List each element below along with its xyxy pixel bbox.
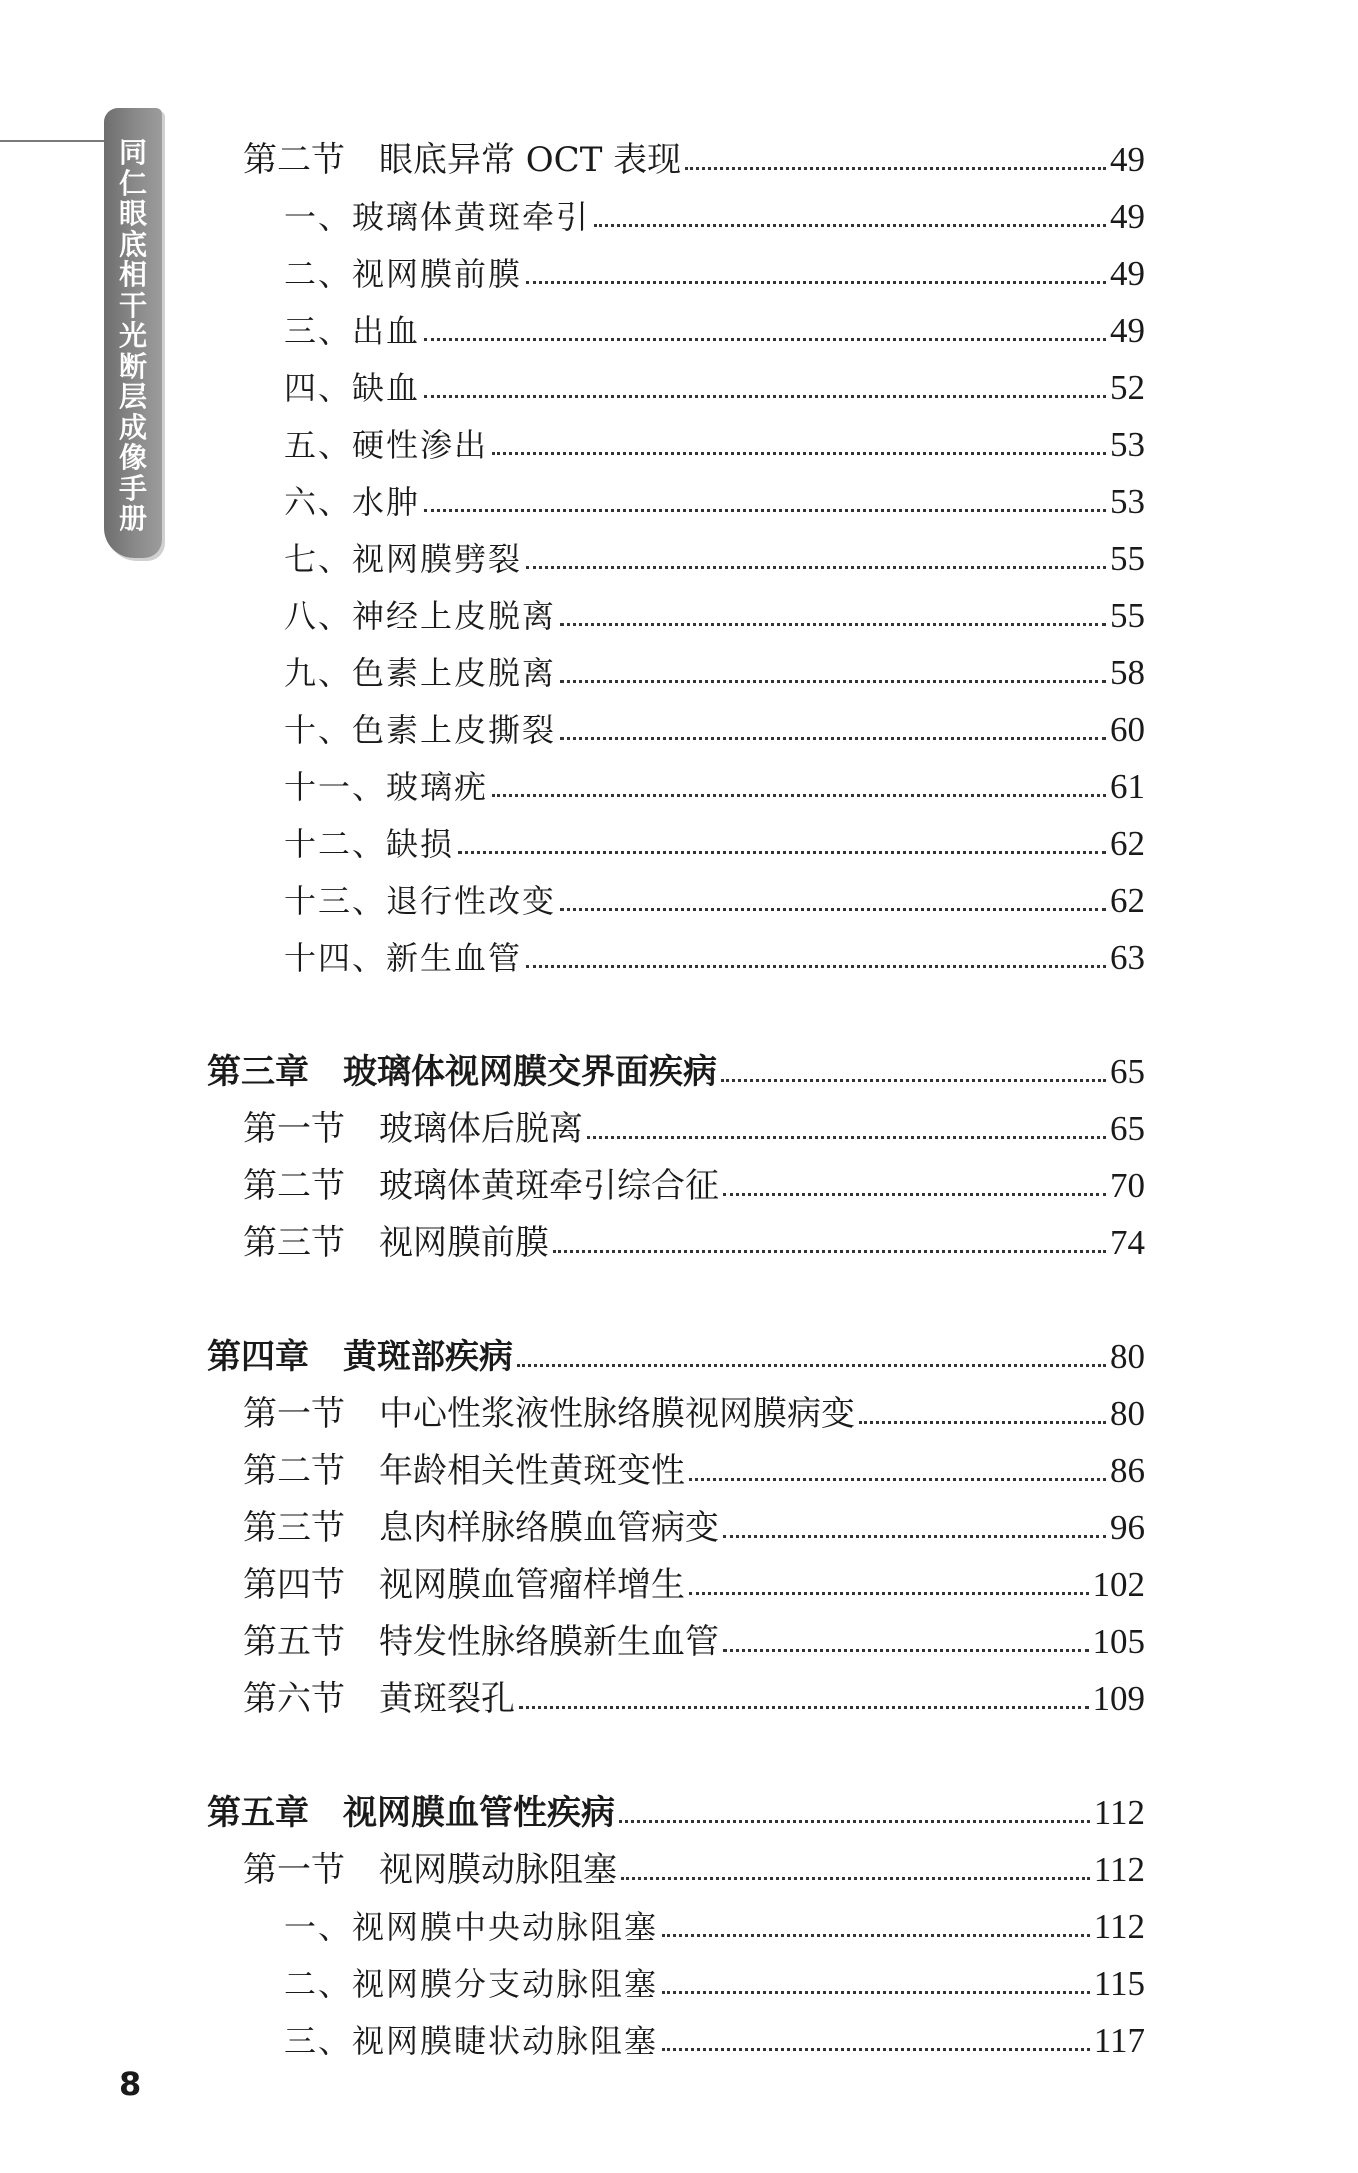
toc-entry-title: 一、玻璃体黄斑牵引 xyxy=(284,198,591,236)
toc-entry-page: 65 xyxy=(1110,1109,1145,1148)
toc-entry-title: 二、视网膜前膜 xyxy=(284,255,523,293)
toc-entry-page: 109 xyxy=(1092,1679,1145,1718)
dot-leader xyxy=(662,1991,1090,1994)
toc-item-row[interactable] xyxy=(284,767,1145,807)
toc-section-row[interactable] xyxy=(243,1451,1145,1491)
toc-entry-page: 53 xyxy=(1110,425,1145,464)
toc-section-row[interactable] xyxy=(243,1679,1145,1719)
toc-item-row[interactable] xyxy=(284,1907,1145,1947)
dot-leader xyxy=(662,2048,1090,2051)
toc-entry-title: 五、硬性渗出 xyxy=(284,426,489,464)
toc-section-row[interactable] xyxy=(243,1850,1145,1890)
dot-leader xyxy=(587,1136,1106,1139)
toc-item-row[interactable] xyxy=(284,368,1145,408)
toc-entry-page: 80 xyxy=(1110,1394,1145,1433)
toc-entry-title: 第一节 玻璃体后脱离 xyxy=(243,1109,583,1149)
toc-chapter-row[interactable] xyxy=(207,1793,1145,1833)
dot-leader xyxy=(424,395,1106,398)
toc-entry-title: 十三、退行性改变 xyxy=(284,882,557,920)
toc-entry-title: 二、视网膜分支动脉阻塞 xyxy=(284,1965,659,2003)
toc-entry-title: 第二节 玻璃体黄斑牵引综合征 xyxy=(243,1166,719,1206)
toc-section-row[interactable] xyxy=(243,1109,1145,1149)
toc-entry-page: 96 xyxy=(1110,1508,1145,1547)
dot-leader xyxy=(526,281,1106,284)
toc-entry-page: 49 xyxy=(1110,140,1145,179)
dot-leader xyxy=(492,794,1106,797)
dot-leader xyxy=(723,1535,1106,1538)
toc-entry-page: 105 xyxy=(1092,1622,1145,1661)
toc-entry-page: 49 xyxy=(1110,254,1145,293)
toc-item-row[interactable] xyxy=(284,938,1145,978)
toc-section-row[interactable] xyxy=(243,1565,1145,1605)
toc-entry-title: 六、水肿 xyxy=(284,483,421,521)
dot-leader xyxy=(424,338,1106,341)
toc-entry-title: 第五节 特发性脉络膜新生血管 xyxy=(243,1622,719,1662)
toc-entry-title: 七、视网膜劈裂 xyxy=(284,540,523,578)
toc-item-row[interactable] xyxy=(284,1964,1145,2004)
toc-entry-title: 第四节 视网膜血管瘤样增生 xyxy=(243,1565,685,1605)
toc-entry-page: 70 xyxy=(1110,1166,1145,1205)
toc-entry-page: 112 xyxy=(1093,1850,1145,1889)
toc-entry-page: 102 xyxy=(1092,1565,1145,1604)
toc-entry-title: 第四章 黄斑部疾病 xyxy=(207,1337,513,1377)
dot-leader xyxy=(560,623,1106,626)
toc-entry-title: 九、色素上皮脱离 xyxy=(284,654,557,692)
toc-item-row[interactable] xyxy=(284,710,1145,750)
toc-entry-page: 49 xyxy=(1110,311,1145,350)
page-number: 8 xyxy=(119,2065,142,2103)
toc-section-row[interactable] xyxy=(243,1394,1145,1434)
toc-entry-title: 十一、玻璃疣 xyxy=(284,768,489,806)
toc-entry-page: 53 xyxy=(1110,482,1145,521)
dot-leader xyxy=(685,167,1106,170)
toc-entry-page: 62 xyxy=(1110,824,1145,863)
toc-entry-title: 十二、缺损 xyxy=(284,825,455,863)
toc-item-row[interactable] xyxy=(284,824,1145,864)
toc-section-row[interactable] xyxy=(243,1508,1145,1548)
toc-section-row[interactable] xyxy=(243,1223,1145,1263)
toc-entry-page: 60 xyxy=(1110,710,1145,749)
dot-leader xyxy=(553,1250,1106,1253)
dot-leader xyxy=(526,965,1106,968)
dot-leader xyxy=(560,680,1106,683)
toc-item-row[interactable] xyxy=(284,881,1145,921)
toc-entry-page: 74 xyxy=(1110,1223,1145,1262)
toc-entry-title: 第二节 眼底异常 OCT 表现 xyxy=(243,140,682,180)
dot-leader xyxy=(689,1478,1106,1481)
toc-entry-page: 55 xyxy=(1110,596,1145,635)
toc-item-row[interactable] xyxy=(284,197,1145,237)
toc-entry-title: 第一节 视网膜动脉阻塞 xyxy=(243,1850,617,1890)
toc-entry-title: 第三节 息肉样脉络膜血管病变 xyxy=(243,1508,719,1548)
toc-entry-title: 第三节 视网膜前膜 xyxy=(243,1223,549,1263)
dot-leader xyxy=(517,1364,1106,1367)
toc-entry-title: 三、出血 xyxy=(284,312,421,350)
dot-leader xyxy=(723,1649,1089,1652)
dot-leader xyxy=(723,1193,1106,1196)
dot-leader xyxy=(560,908,1106,911)
dot-leader xyxy=(492,452,1106,455)
toc-entry-page: 52 xyxy=(1110,368,1145,407)
dot-leader xyxy=(721,1079,1106,1082)
toc-entry-page: 61 xyxy=(1110,767,1145,806)
toc-entry-title: 第五章 视网膜血管性疾病 xyxy=(207,1793,615,1833)
toc-entry-page: 49 xyxy=(1110,197,1145,236)
toc-entry-page: 63 xyxy=(1110,938,1145,977)
dot-leader xyxy=(560,737,1106,740)
toc-entry-title: 第二节 年龄相关性黄斑变性 xyxy=(243,1451,685,1491)
toc-entry-page: 58 xyxy=(1110,653,1145,692)
toc-item-row[interactable] xyxy=(284,311,1145,351)
dot-leader xyxy=(662,1934,1090,1937)
toc-entry-title: 三、视网膜睫状动脉阻塞 xyxy=(284,2022,659,2060)
toc-item-row[interactable] xyxy=(284,596,1145,636)
toc-entry-page: 55 xyxy=(1110,539,1145,578)
dot-leader xyxy=(519,1706,1089,1709)
toc-entry-page: 65 xyxy=(1110,1052,1145,1091)
toc-entry-title: 第六节 黄斑裂孔 xyxy=(243,1679,515,1719)
toc-entry-page: 80 xyxy=(1110,1337,1145,1376)
toc-entry-page: 112 xyxy=(1093,1907,1145,1946)
toc-entry-page: 86 xyxy=(1110,1451,1145,1490)
dot-leader xyxy=(689,1592,1089,1595)
toc-entry-page: 115 xyxy=(1093,1964,1145,2003)
toc-item-row[interactable] xyxy=(284,2021,1145,2061)
toc-chapter-row[interactable] xyxy=(207,1052,1145,1092)
dot-leader xyxy=(526,566,1106,569)
toc-entry-title: 第三章 玻璃体视网膜交界面疾病 xyxy=(207,1052,717,1092)
toc-entry-page: 112 xyxy=(1093,1793,1145,1832)
toc-section-row[interactable] xyxy=(243,1622,1145,1662)
toc-entry-title: 一、视网膜中央动脉阻塞 xyxy=(284,1908,659,1946)
toc-section-row[interactable] xyxy=(243,140,1145,180)
toc-entry-title: 四、缺血 xyxy=(284,369,421,407)
dot-leader xyxy=(594,224,1106,227)
side-tab-title: 同仁眼底相干光断层成像手册 xyxy=(118,136,147,535)
toc-item-row[interactable] xyxy=(284,425,1145,465)
toc-chapter-row[interactable] xyxy=(207,1337,1145,1377)
toc-item-row[interactable] xyxy=(284,482,1145,522)
toc-entry-page: 62 xyxy=(1110,881,1145,920)
toc-entry-title: 十、色素上皮撕裂 xyxy=(284,711,557,749)
dot-leader xyxy=(621,1877,1090,1880)
toc-entry-title: 十四、新生血管 xyxy=(284,939,523,977)
toc-item-row[interactable] xyxy=(284,254,1145,294)
dot-leader xyxy=(619,1820,1090,1823)
toc-entry-title: 第一节 中心性浆液性脉络膜视网膜病变 xyxy=(243,1394,855,1434)
dot-leader xyxy=(458,851,1106,854)
toc-item-row[interactable] xyxy=(284,539,1145,579)
dot-leader xyxy=(424,509,1106,512)
toc-entry-page: 117 xyxy=(1093,2021,1145,2060)
toc-section-row[interactable] xyxy=(243,1166,1145,1206)
dot-leader xyxy=(859,1421,1106,1424)
toc-entry-title: 八、神经上皮脱离 xyxy=(284,597,557,635)
toc-item-row[interactable] xyxy=(284,653,1145,693)
